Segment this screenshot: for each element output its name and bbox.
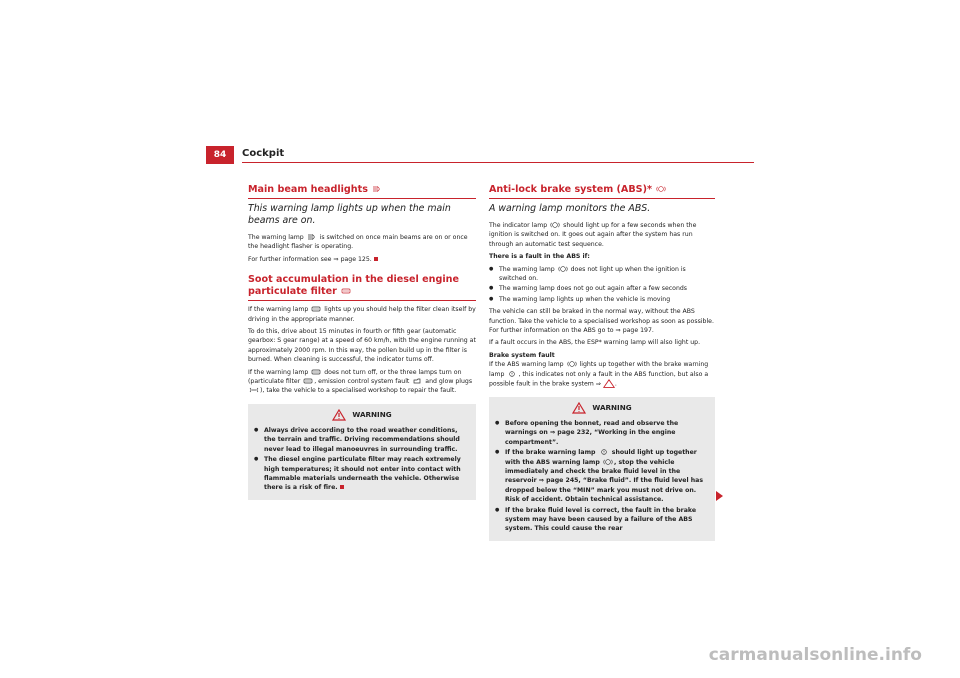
warning-list — [495, 419, 709, 534]
abs-paragraph-1: The indicator lamp should light up for a few seconds when the ignition is switched on. It goes out again after the system has run through an automatic test sequence. — [489, 222, 697, 248]
soot-paragraph-2: To do this, drive about 15 minutes in fourth or fifth gear (automatic gearbox: S gear range) at a speed of 60 km/h, with the engine running at approximately 2000 rpm. In this way, the pollen build up in the filter is burned. When cleaning is successful, the indicator turns off. — [248, 328, 476, 364]
warning-triangle-icon — [332, 409, 346, 421]
section-rule — [248, 300, 476, 301]
section-rule — [248, 198, 476, 199]
abs-paragraph-2: The vehicle can still be braked in the normal way, without the ABS function. Take the vehicle to a specialised workshop as soon as possible. For further information on the ABS go to ⇒ page 197. — [489, 308, 714, 335]
main-beam-subtitle: This warning lamp lights up when the main beams are on. — [248, 203, 451, 226]
abs-icon — [603, 459, 613, 465]
abs-fault-list — [489, 265, 715, 305]
warning-box — [489, 397, 715, 541]
warning-list — [254, 426, 470, 493]
soot-paragraph-3: If the warning lamp does not turn off, or the three lamps turn on (particulate filter , emission control system fault and glow plugs ), take the vehicle to a specialised workshop to repair the fault. — [248, 368, 473, 395]
abs-icon — [550, 222, 560, 228]
soot-heading: Soot accumulation in the diesel engine particulate filter — [248, 274, 459, 298]
header-rule — [242, 162, 754, 163]
warning-triangle-icon — [572, 402, 586, 414]
running-head: Cockpit — [242, 148, 285, 159]
right-column — [489, 184, 715, 541]
main-beam-reference[interactable]: For further information see ⇒ page 125. — [248, 255, 476, 264]
abs-paragraph-3: If a fault occurs in the ABS, the ESP* warning lamp will also light up. — [489, 339, 701, 347]
watermark: carmanualsonline.info — [708, 645, 922, 665]
abs-icon — [656, 186, 666, 192]
left-column — [248, 184, 476, 500]
list-item: ● The diesel engine particulate filter may reach extremely high temperatures; it should not enter into contact with flammable materials underneath the vehicle. Otherwise there is a risk of fire. — [254, 455, 470, 493]
section-end-mark — [340, 485, 344, 489]
abs-icon — [558, 266, 568, 272]
list-item: ● If the brake fluid level is correct, the fault in the brake system may have been caused by a failure of the ABS system. This could cause the rear — [495, 506, 709, 534]
continue-arrow-icon — [716, 491, 723, 501]
abs-icon — [567, 361, 577, 367]
section-rule — [489, 198, 715, 199]
particulate-filter-icon — [311, 369, 321, 375]
glow-plug-icon — [249, 387, 259, 393]
brake-warning-icon — [507, 371, 517, 377]
emission-control-icon — [412, 378, 422, 384]
list-item: ● Always drive according to the road weather conditions, the terrain and traffic. Driving recommendations should never lead to illegal manoeuvres in surrounding traffic. — [254, 426, 470, 454]
abs-heading: Anti-lock brake system (ABS)* — [489, 184, 715, 196]
main-beam-paragraph: The warning lamp is switched on once main beams are on or once the headlight flasher is operating. — [248, 234, 468, 251]
main-beam-icon — [372, 186, 382, 192]
brake-warning-icon — [599, 449, 609, 455]
list-item: ● If the brake warning lamp should light up together with the ABS warning lamp , stop the vehicle immediately and check the brake fluid level in the reservoir ⇒ page 245, “Brake fluid”. If the fluid level has dropped below the “MIN” mark you must not drive on. Risk of accident. Obtain technical assistance. — [495, 448, 709, 504]
soot-paragraph-1: If the warning lamp lights up you should help the filter clean itself by driving in the appropriate manner. — [248, 306, 476, 323]
warning-heading: WARNING — [495, 401, 709, 415]
particulate-filter-icon — [311, 306, 321, 312]
page-number: 84 — [206, 146, 234, 164]
particulate-filter-icon — [303, 378, 313, 384]
warning-triangle-icon — [603, 379, 615, 388]
abs-fault-heading: There is a fault in the ABS if: — [489, 253, 590, 261]
list-item: ● The warning lamp does not light up when the ignition is switched on. — [489, 265, 715, 284]
main-beam-icon — [307, 234, 317, 240]
brake-fault-paragraph: If the ABS warning lamp lights up together with the brake warning lamp , this indicates not only a fault in the ABS function, but also a possible fault in the brake system ⇒ . — [489, 361, 709, 388]
abs-subtitle: A warning lamp monitors the ABS. — [489, 203, 651, 214]
list-item: ● The warning lamp lights up when the vehicle is moving — [489, 295, 715, 304]
list-item: ● Before opening the bonnet, read and observe the warnings on ⇒ page 232, “Working in the engine compartment”. — [495, 419, 709, 447]
brake-fault-heading: Brake system fault — [489, 351, 555, 359]
main-beam-heading: Main beam headlights — [248, 184, 476, 196]
list-item: ● The warning lamp does not go out again after a few seconds — [489, 284, 715, 293]
warning-heading: WARNING — [254, 408, 470, 422]
warning-box — [248, 404, 476, 500]
section-end-mark — [374, 257, 378, 261]
particulate-filter-icon — [341, 288, 351, 294]
